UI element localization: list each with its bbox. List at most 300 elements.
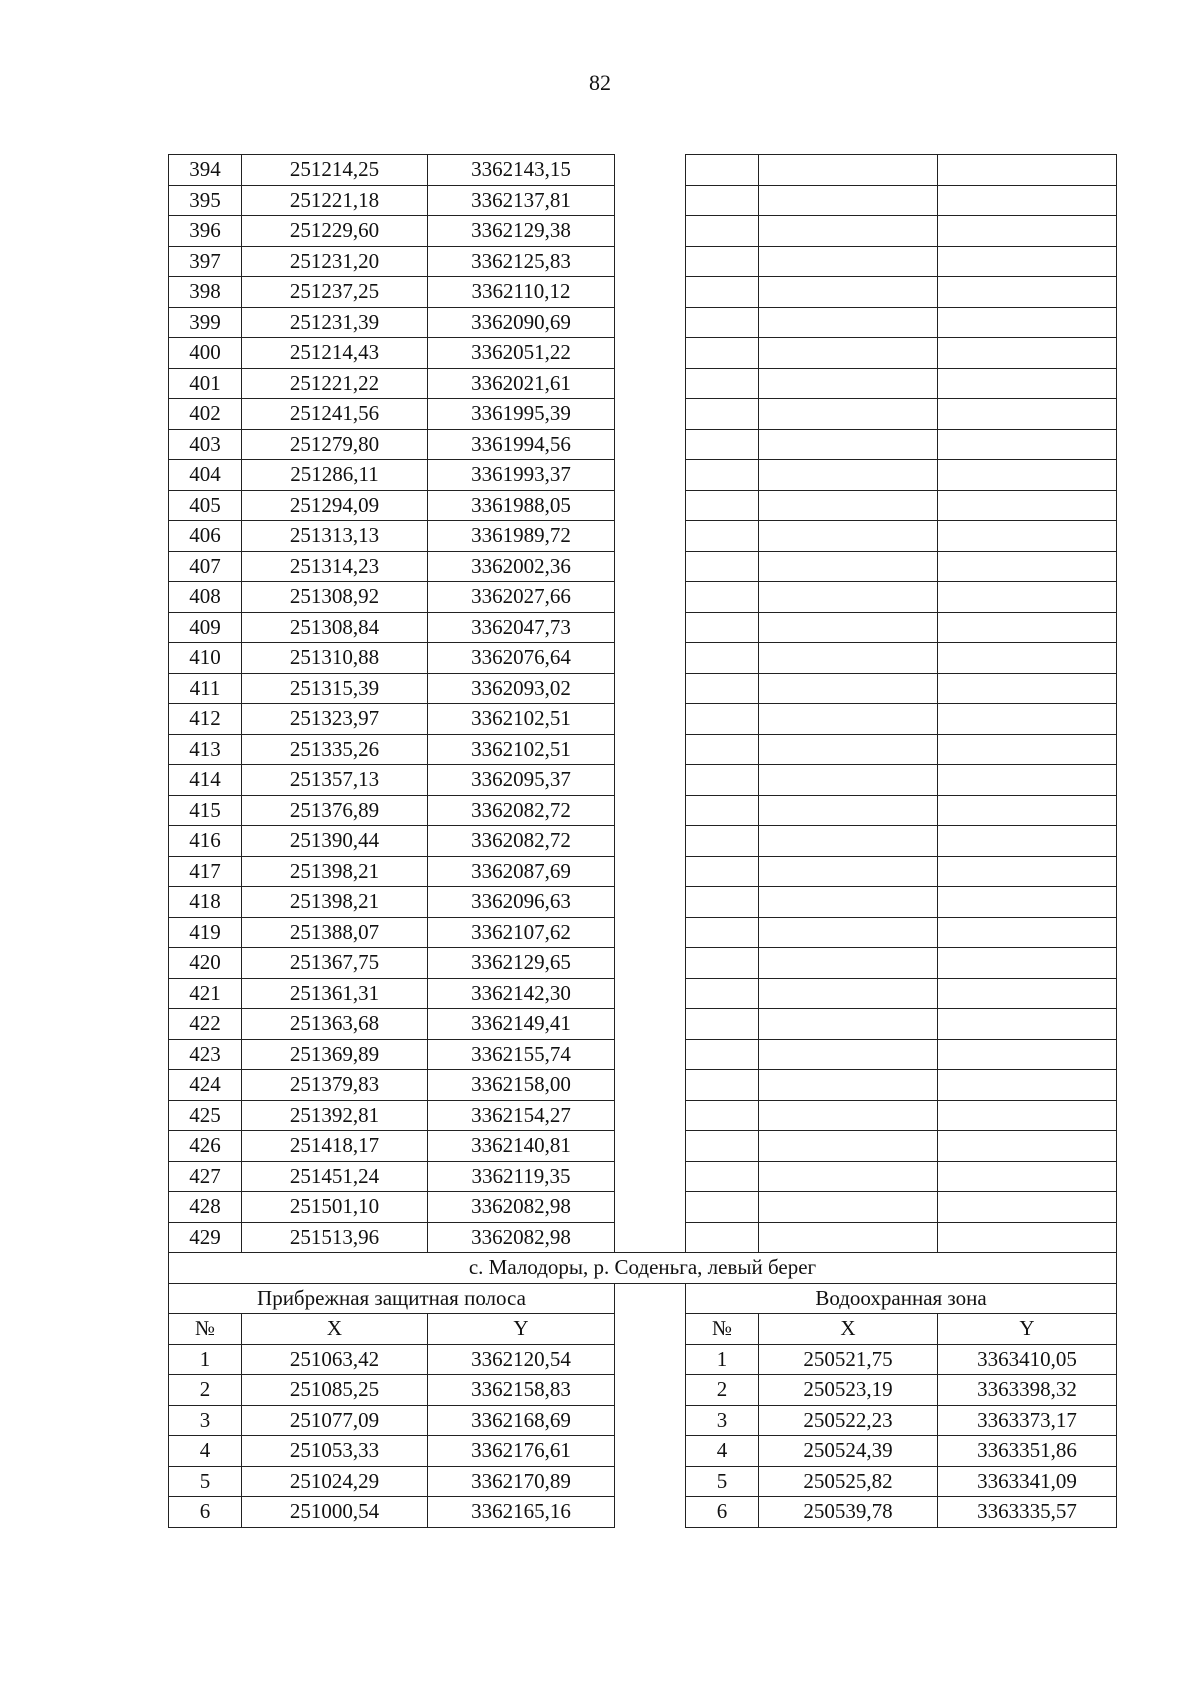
x-coordinate: 251241,56 [242,399,428,430]
x-coordinate: 251501,10 [242,1192,428,1223]
empty-cell [686,765,759,796]
y-coordinate: 3362158,83 [428,1375,615,1406]
empty-cell [686,948,759,979]
gap-cell [615,1009,686,1040]
left-table-title: Прибрежная защитная полоса [169,1283,615,1314]
empty-cell [686,338,759,369]
point-number: 421 [169,978,242,1009]
gap-cell [615,521,686,552]
table-row [169,826,1117,857]
x-coordinate: 251294,09 [242,490,428,521]
table-row [169,551,1117,582]
table-row [169,307,1117,338]
empty-cell [938,490,1117,521]
point-number: 1 [169,1344,242,1375]
gap-cell [615,643,686,674]
empty-cell [686,856,759,887]
table-row [169,155,1117,186]
empty-cell [938,277,1117,308]
y-coordinate: 3361994,56 [428,429,615,460]
header-x-left: X [242,1314,428,1345]
empty-cell [759,185,938,216]
table-row [169,765,1117,796]
point-number: 3 [686,1405,759,1436]
empty-cell [938,460,1117,491]
empty-cell [686,734,759,765]
point-number: 417 [169,856,242,887]
empty-cell [938,612,1117,643]
y-coordinate: 3362143,15 [428,155,615,186]
table-row [169,978,1117,1009]
y-coordinate: 3363373,17 [938,1405,1117,1436]
section-block [169,1253,1117,1345]
table-row [169,1009,1117,1040]
point-number: 399 [169,307,242,338]
empty-cell [759,917,938,948]
empty-cell [759,734,938,765]
table-row [169,1375,1117,1406]
empty-cell [938,1192,1117,1223]
y-coordinate: 3362102,51 [428,734,615,765]
point-number: 429 [169,1222,242,1253]
empty-cell [686,1039,759,1070]
gap-cell [615,307,686,338]
gap-cell [615,551,686,582]
subtitle-row [169,1283,1117,1314]
empty-cell [759,978,938,1009]
empty-cell [938,734,1117,765]
x-coordinate: 251369,89 [242,1039,428,1070]
x-coordinate: 251000,54 [242,1497,428,1528]
empty-cell [686,1161,759,1192]
table-row [169,582,1117,613]
table-row [169,1344,1117,1375]
empty-cell [686,1070,759,1101]
empty-cell [759,1161,938,1192]
empty-cell [759,460,938,491]
x-coordinate: 251451,24 [242,1161,428,1192]
empty-cell [759,1100,938,1131]
x-coordinate: 251085,25 [242,1375,428,1406]
point-number: 3 [169,1405,242,1436]
empty-cell [759,216,938,247]
table-row [169,1070,1117,1101]
table-row [169,460,1117,491]
header-y-left: Y [428,1314,615,1345]
point-number: 415 [169,795,242,826]
x-coordinate: 251221,18 [242,185,428,216]
gap-cell [615,155,686,186]
y-coordinate: 3362142,30 [428,978,615,1009]
empty-cell [686,612,759,643]
empty-cell [759,1192,938,1223]
empty-cell [938,216,1117,247]
x-coordinate: 251323,97 [242,704,428,735]
gap-cell [615,460,686,491]
table-row [169,1039,1117,1070]
table-row [169,795,1117,826]
empty-cell [759,1131,938,1162]
empty-cell [686,551,759,582]
empty-cell [938,185,1117,216]
empty-cell [938,155,1117,186]
empty-cell [686,1009,759,1040]
gap-cell [615,1405,686,1436]
point-number: 424 [169,1070,242,1101]
empty-cell [686,1131,759,1162]
gap-cell [615,673,686,704]
table-row [169,643,1117,674]
empty-cell [759,429,938,460]
y-coordinate: 3361989,72 [428,521,615,552]
empty-cell [938,673,1117,704]
empty-cell [686,521,759,552]
gap-cell [615,429,686,460]
empty-cell [759,338,938,369]
y-coordinate: 3363351,86 [938,1436,1117,1467]
point-number: 396 [169,216,242,247]
table-row [169,734,1117,765]
y-coordinate: 3362082,98 [428,1222,615,1253]
gap-cell [615,1375,686,1406]
gap-cell [615,490,686,521]
x-coordinate: 251313,13 [242,521,428,552]
empty-cell [686,460,759,491]
x-coordinate: 250522,23 [759,1405,938,1436]
header-row [169,1314,1117,1345]
x-coordinate: 251388,07 [242,917,428,948]
x-coordinate: 251310,88 [242,643,428,674]
x-coordinate: 251308,84 [242,612,428,643]
x-coordinate: 251398,21 [242,887,428,918]
empty-cell [759,1070,938,1101]
gap-cell [615,1497,686,1528]
y-coordinate: 3362096,63 [428,887,615,918]
x-coordinate: 251231,39 [242,307,428,338]
y-coordinate: 3363410,05 [938,1344,1117,1375]
empty-cell [938,643,1117,674]
table-row [169,612,1117,643]
point-number: 405 [169,490,242,521]
empty-cell [759,1222,938,1253]
x-coordinate: 250539,78 [759,1497,938,1528]
y-coordinate: 3362125,83 [428,246,615,277]
y-coordinate: 3362107,62 [428,917,615,948]
empty-cell [686,1222,759,1253]
table-row [169,338,1117,369]
empty-cell [686,704,759,735]
gap-cell [615,1131,686,1162]
y-coordinate: 3362087,69 [428,856,615,887]
point-number: 403 [169,429,242,460]
gap-cell [615,734,686,765]
gap-cell [615,277,686,308]
gap-cell [615,612,686,643]
gap-cell [615,1161,686,1192]
empty-cell [759,887,938,918]
table-row [169,1192,1117,1223]
y-coordinate: 3362027,66 [428,582,615,613]
x-coordinate: 251361,31 [242,978,428,1009]
empty-cell [938,338,1117,369]
y-coordinate: 3361993,37 [428,460,615,491]
point-number: 420 [169,948,242,979]
empty-cell [759,368,938,399]
y-coordinate: 3362155,74 [428,1039,615,1070]
empty-cell [938,368,1117,399]
x-coordinate: 251513,96 [242,1222,428,1253]
point-number: 5 [169,1466,242,1497]
point-number: 2 [686,1375,759,1406]
table-row [169,1497,1117,1528]
point-number: 428 [169,1192,242,1223]
y-coordinate: 3362140,81 [428,1131,615,1162]
empty-cell [938,246,1117,277]
empty-cell [938,1131,1117,1162]
point-number: 422 [169,1009,242,1040]
gap-cell [615,368,686,399]
empty-cell [938,887,1117,918]
empty-cell [759,612,938,643]
empty-cell [938,1009,1117,1040]
y-coordinate: 3362051,22 [428,338,615,369]
empty-cell [759,948,938,979]
point-number: 5 [686,1466,759,1497]
y-coordinate: 3362149,41 [428,1009,615,1040]
empty-cell [938,1100,1117,1131]
x-coordinate: 250525,82 [759,1466,938,1497]
x-coordinate: 251376,89 [242,795,428,826]
gap-cell [615,887,686,918]
gap-cell [615,216,686,247]
x-coordinate: 250521,75 [759,1344,938,1375]
y-coordinate: 3362076,64 [428,643,615,674]
x-coordinate: 251398,21 [242,856,428,887]
gap-cell [615,1192,686,1223]
point-number: 400 [169,338,242,369]
empty-cell [759,704,938,735]
empty-cell [686,368,759,399]
empty-cell [938,429,1117,460]
gap-cell [615,1344,686,1375]
x-coordinate: 251053,33 [242,1436,428,1467]
y-coordinate: 3362082,72 [428,795,615,826]
table-row [169,1222,1117,1253]
y-coordinate: 3362170,89 [428,1466,615,1497]
x-coordinate: 251418,17 [242,1131,428,1162]
empty-cell [938,795,1117,826]
empty-cell [686,582,759,613]
table-row [169,856,1117,887]
empty-cell [686,155,759,186]
gap-cell [615,826,686,857]
point-number: 395 [169,185,242,216]
empty-cell [686,917,759,948]
empty-cell [759,826,938,857]
table-row [169,490,1117,521]
point-number: 418 [169,887,242,918]
y-coordinate: 3362129,38 [428,216,615,247]
y-coordinate: 3363341,09 [938,1466,1117,1497]
empty-cell [938,1222,1117,1253]
empty-cell [938,917,1117,948]
y-coordinate: 3362120,54 [428,1344,615,1375]
point-number: 402 [169,399,242,430]
gap-cell [615,856,686,887]
y-coordinate: 3361995,39 [428,399,615,430]
point-number: 6 [169,1497,242,1528]
page-number: 82 [589,70,611,95]
table-row [169,887,1117,918]
header-y-right: Y [938,1314,1117,1345]
empty-cell [686,429,759,460]
point-number: 1 [686,1344,759,1375]
point-number: 401 [169,368,242,399]
empty-cell [686,673,759,704]
point-number: 4 [686,1436,759,1467]
point-number: 6 [686,1497,759,1528]
y-coordinate: 3362002,36 [428,551,615,582]
y-coordinate: 3362047,73 [428,612,615,643]
x-coordinate: 251335,26 [242,734,428,765]
y-coordinate: 3362158,00 [428,1070,615,1101]
empty-cell [759,765,938,796]
empty-cell [759,643,938,674]
empty-cell [938,521,1117,552]
x-coordinate: 251077,09 [242,1405,428,1436]
x-coordinate: 251367,75 [242,948,428,979]
header-x-right: X [759,1314,938,1345]
table-row [169,185,1117,216]
empty-cell [759,856,938,887]
table-row [169,948,1117,979]
empty-cell [938,1039,1117,1070]
y-coordinate: 3362102,51 [428,704,615,735]
table-row [169,429,1117,460]
gap-cell [615,1039,686,1070]
x-coordinate: 251363,68 [242,1009,428,1040]
empty-cell [938,1161,1117,1192]
empty-cell [759,155,938,186]
x-coordinate: 251286,11 [242,460,428,491]
top-rows [169,155,1117,1253]
point-number: 2 [169,1375,242,1406]
table-row [169,917,1117,948]
empty-cell [938,551,1117,582]
gap-cell [615,1222,686,1253]
empty-cell [686,1100,759,1131]
empty-cell [759,399,938,430]
empty-cell [938,826,1117,857]
point-number: 414 [169,765,242,796]
empty-cell [938,582,1117,613]
point-number: 409 [169,612,242,643]
x-coordinate: 251315,39 [242,673,428,704]
empty-cell [686,887,759,918]
point-number: 412 [169,704,242,735]
empty-cell [686,246,759,277]
empty-cell [938,307,1117,338]
header-num-right: № [686,1314,759,1345]
gap-cell [615,704,686,735]
y-coordinate: 3363335,57 [938,1497,1117,1528]
gap-cell [615,1070,686,1101]
x-coordinate: 251237,25 [242,277,428,308]
empty-cell [686,216,759,247]
gap-cell [615,917,686,948]
y-coordinate: 3362168,69 [428,1405,615,1436]
table-row [169,521,1117,552]
empty-cell [686,277,759,308]
x-coordinate: 251229,60 [242,216,428,247]
point-number: 426 [169,1131,242,1162]
x-coordinate: 250524,39 [759,1436,938,1467]
y-coordinate: 3362129,65 [428,948,615,979]
point-number: 411 [169,673,242,704]
bottom-rows [169,1344,1117,1527]
empty-cell [938,1070,1117,1101]
point-number: 406 [169,521,242,552]
empty-cell [759,582,938,613]
point-number: 408 [169,582,242,613]
empty-cell [759,1009,938,1040]
x-coordinate: 251214,43 [242,338,428,369]
point-number: 407 [169,551,242,582]
table-row [169,216,1117,247]
empty-cell [938,704,1117,735]
gap-cell [615,978,686,1009]
table-row [169,704,1117,735]
empty-cell [759,307,938,338]
table-row [169,1131,1117,1162]
x-coordinate: 251379,83 [242,1070,428,1101]
x-coordinate: 251024,29 [242,1466,428,1497]
table-row [169,1161,1117,1192]
x-coordinate: 251279,80 [242,429,428,460]
empty-cell [759,1039,938,1070]
y-coordinate: 3363398,32 [938,1375,1117,1406]
point-number: 425 [169,1100,242,1131]
empty-cell [759,490,938,521]
table-row [169,1466,1117,1497]
empty-cell [938,978,1117,1009]
x-coordinate: 251063,42 [242,1344,428,1375]
empty-cell [938,765,1117,796]
x-coordinate: 251308,92 [242,582,428,613]
table-row [169,673,1117,704]
x-coordinate: 251221,22 [242,368,428,399]
x-coordinate: 251314,23 [242,551,428,582]
table-row [169,368,1117,399]
gap-cell [615,1100,686,1131]
gap-cell [615,185,686,216]
y-coordinate: 3362082,98 [428,1192,615,1223]
x-coordinate: 250523,19 [759,1375,938,1406]
gap-cell [615,246,686,277]
empty-cell [759,246,938,277]
section-title-row [169,1253,1117,1284]
header-num-left: № [169,1314,242,1345]
empty-cell [686,978,759,1009]
table-row [169,246,1117,277]
table-row [169,277,1117,308]
y-coordinate: 3362154,27 [428,1100,615,1131]
y-coordinate: 3362165,16 [428,1497,615,1528]
point-number: 427 [169,1161,242,1192]
empty-cell [686,399,759,430]
x-coordinate: 251214,25 [242,155,428,186]
empty-cell [759,551,938,582]
